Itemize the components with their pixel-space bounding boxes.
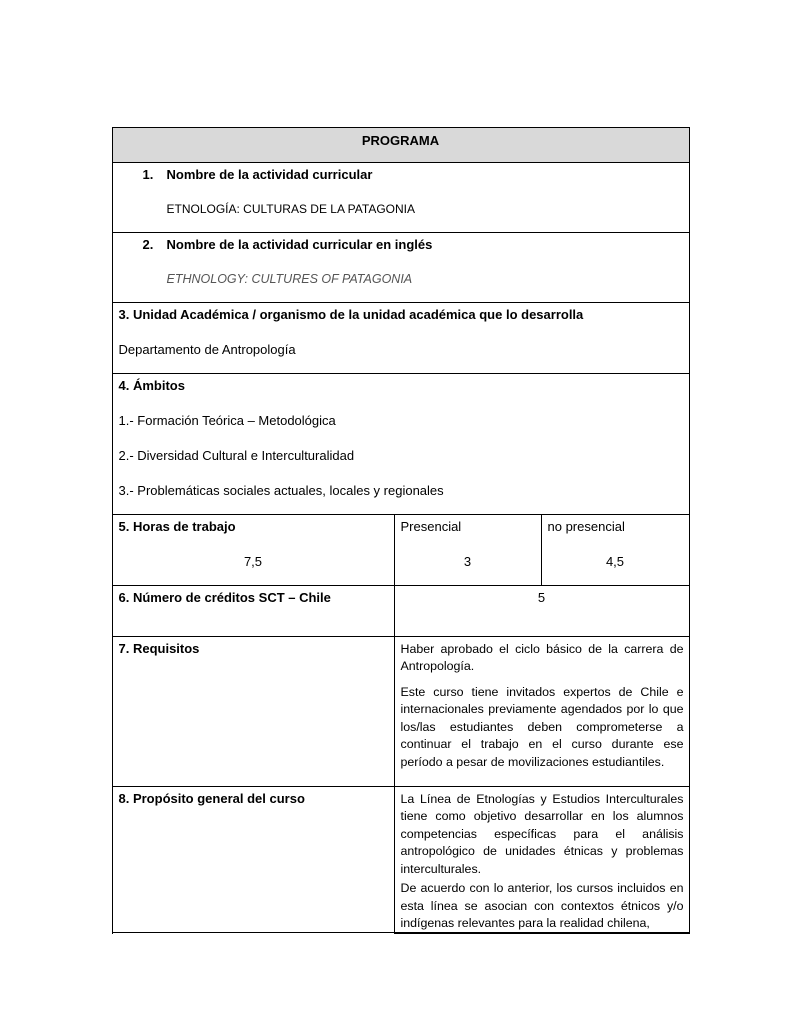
section-label: 4. Ámbitos: [118, 377, 185, 393]
table-bottom-border: [112, 932, 690, 933]
section-number: 2.: [142, 236, 154, 252]
requirement-text: Haber aprobado el ciclo básico de la carrera de Antropología.: [400, 641, 684, 673]
section-label: Nombre de la actividad curricular: [166, 166, 373, 182]
section-4: [112, 373, 690, 515]
scope-item: 1.- Formación Teórica – Metodológica: [118, 412, 336, 428]
presencial-hours: 3: [463, 553, 472, 569]
purpose-text: La Línea de Etnologías y Estudios Interculturales tiene como objetivo desarrollar en los alumnos competencias específicas para el análisis antropológico de unidades étnicas y problemas interculturales.: [400, 791, 684, 876]
program-title: PROGRAMA: [361, 132, 440, 148]
program-header: [112, 127, 690, 163]
course-name-english: ETHNOLOGY: CULTURES OF PATAGONIA: [166, 271, 413, 286]
course-name: ETNOLOGÍA: CULTURAS DE LA PATAGONIA: [166, 201, 415, 216]
section-label: Nombre de la actividad curricular en inglés: [166, 236, 433, 252]
academic-unit: Departamento de Antropología: [118, 341, 296, 357]
no-presencial-label: no presencial: [547, 518, 625, 534]
section-6-label-cell: [112, 585, 395, 637]
presencial-cell: [394, 514, 542, 586]
section-6-value-cell: [394, 585, 690, 637]
section-number: 1.: [142, 166, 154, 182]
section-label: 7. Requisitos: [118, 640, 200, 656]
credits-value: 5: [537, 589, 546, 605]
section-7-label-cell: [112, 636, 395, 787]
section-8-value-cell: [394, 786, 690, 934]
section-8-label-cell: [112, 786, 395, 934]
section-5-label-cell: [112, 514, 395, 586]
scope-item: 2.- Diversidad Cultural e Interculturalidad: [118, 447, 355, 463]
section-3: [112, 302, 690, 374]
purpose-text: De acuerdo con lo anterior, los cursos incluidos en esta línea se asocian con contextos étnicos y/o indígenas relevantes para la realidad chilena,: [400, 881, 684, 930]
requirement-text: Este curso tiene invitados expertos de Chile e internacionales previamente agendados por lo que los/las estudiantes deben comprometerse a continuar el trabajo en el curso durante ese período a pesar de movilizaciones estudiantiles.: [400, 684, 684, 769]
section-label: 8. Propósito general del curso: [118, 790, 305, 806]
section-label: 5. Horas de trabajo: [118, 518, 236, 534]
section-7-value-cell: [394, 636, 690, 787]
scope-item: 3.- Problemáticas sociales actuales, locales y regionales: [118, 482, 444, 498]
no-presencial-cell: [541, 514, 690, 586]
total-hours: 7,5: [243, 553, 263, 569]
presencial-label: Presencial: [400, 518, 462, 534]
section-label: 6. Número de créditos SCT – Chile: [118, 589, 331, 605]
no-presencial-hours: 4,5: [605, 553, 625, 569]
section-label: 3. Unidad Académica / organismo de la unidad académica que lo desarrolla: [118, 306, 584, 322]
section-1: [112, 162, 690, 233]
section-2: [112, 232, 690, 303]
